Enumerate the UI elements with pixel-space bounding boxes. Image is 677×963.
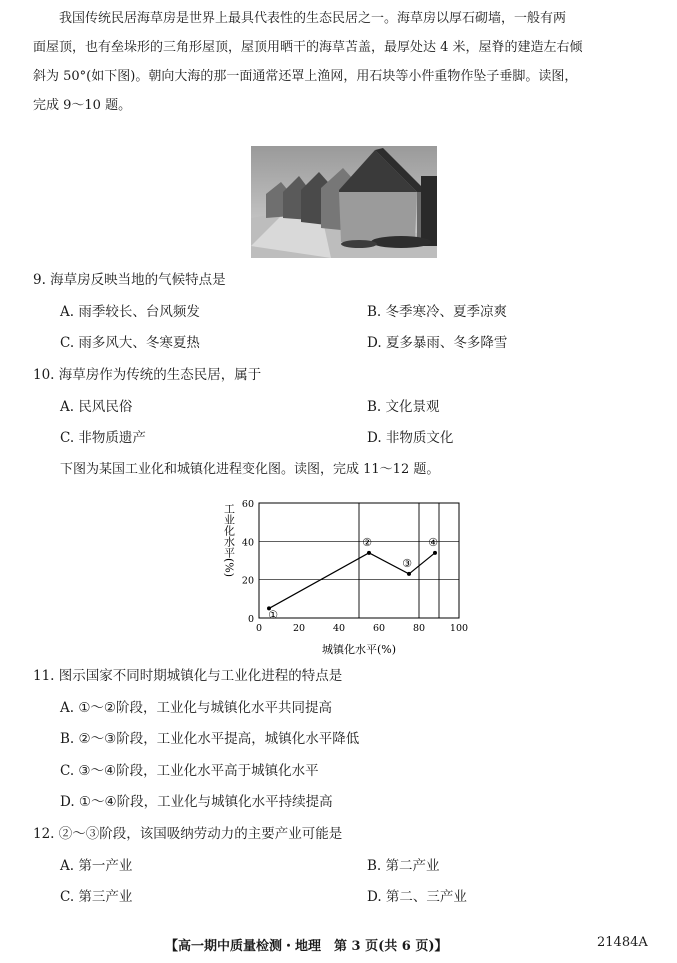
question-9: 9. 海草房反映当地的气候特点是 <box>33 272 226 288</box>
q12-option-d[interactable]: D. 第二、三产业 <box>367 889 467 905</box>
x-tick-label-4: 80 <box>412 623 426 634</box>
q11-option-a[interactable]: A. ①～②阶段，工业化与城镇化水平共同提高 <box>60 700 333 716</box>
industrialization-urbanization-chart <box>213 495 473 660</box>
q11-option-d[interactable]: D. ①～④阶段，工业化与城镇化水平持续提高 <box>60 794 333 810</box>
x-tick-label-2: 40 <box>332 623 346 634</box>
chart-intro: 下图为某国工业化和城镇化进程变化图。读图，完成 11～12 题。 <box>60 462 440 477</box>
q12-option-b[interactable]: B. 第二产业 <box>367 858 440 874</box>
y-tick-label-1: 20 <box>241 575 254 587</box>
q10-option-c[interactable]: C. 非物质遗产 <box>60 430 146 446</box>
intro-paragraph <box>33 4 645 120</box>
chart-marks <box>267 536 438 622</box>
x-tick-label-0: 0 <box>255 623 263 634</box>
x-tick-label-1: 20 <box>292 623 306 634</box>
q9-option-b[interactable]: B. 冬季寒冷、夏季凉爽 <box>367 304 508 320</box>
point-label-4: ④ <box>428 535 438 549</box>
q9-option-c[interactable]: C. 雨多风大、冬寒夏热 <box>60 335 200 351</box>
data-point-3 <box>407 572 411 576</box>
q10-option-d[interactable]: D. 非物质文化 <box>367 430 454 446</box>
x-axis-label: 城镇化水平(%) <box>321 643 397 656</box>
point-label-2: ② <box>362 535 372 549</box>
q10-option-b[interactable]: B. 文化景观 <box>367 399 440 415</box>
y-tick-label-2: 40 <box>241 537 254 549</box>
intro-line-4: 完成 9～10 题。 <box>33 98 132 113</box>
intro-line-3: 斜为 50°(如下图)。朝向大海的那一面通常还罩上渔网，用石块等小件重物作坠子垂脚。读图， <box>33 69 578 84</box>
question-12: 12. ②～③阶段，该国吸纳劳动力的主要产业可能是 <box>33 826 343 842</box>
y-tick-label-3: 60 <box>241 499 254 510</box>
seaweed-house-photo <box>251 146 437 258</box>
footer-code: 21484A <box>597 935 648 950</box>
x-tick-label-5: 100 <box>449 623 469 634</box>
y-axis-label: 工业化水平(%) <box>222 503 236 578</box>
data-point-2 <box>367 551 371 555</box>
intro-line-2: 面屋顶，也有垒垛形的三角形屋顶，屋顶用晒干的海草苫盖，最厚处达 4 米，屋脊的建造左右倾 <box>33 40 583 55</box>
data-point-4 <box>433 551 437 555</box>
y-tick-label-0: 0 <box>247 614 254 625</box>
q9-option-d[interactable]: D. 夏多暴雨、冬多降雪 <box>367 335 508 351</box>
q11-option-b[interactable]: B. ②～③阶段，工业化水平提高，城镇化水平降低 <box>60 731 360 747</box>
point-label-1: ① <box>268 608 278 622</box>
footer-page-info: 【高一期中质量检测・地理 第 3 页(共 6 页)】 <box>165 939 448 954</box>
question-10: 10. 海草房作为传统的生态民居，属于 <box>33 367 262 383</box>
q12-option-c[interactable]: C. 第三产业 <box>60 889 133 905</box>
point-label-3: ③ <box>402 556 412 570</box>
q11-option-c[interactable]: C. ③～④阶段，工业化水平高于城镇化水平 <box>60 763 319 779</box>
q12-option-a[interactable]: A. 第一产业 <box>60 858 133 874</box>
question-11: 11. 图示国家不同时期城镇化与工业化进程的特点是 <box>33 668 343 684</box>
x-tick-label-3: 60 <box>372 623 386 634</box>
chart-grid <box>259 503 459 618</box>
intro-line-1: 我国传统民居海草房是世界上最具代表性的生态民居之一。海草房以厚石砌墙，一般有两 <box>59 11 567 26</box>
q9-option-a[interactable]: A. 雨季较长、台风频发 <box>60 304 200 320</box>
q10-option-a[interactable]: A. 民风民俗 <box>60 399 133 415</box>
